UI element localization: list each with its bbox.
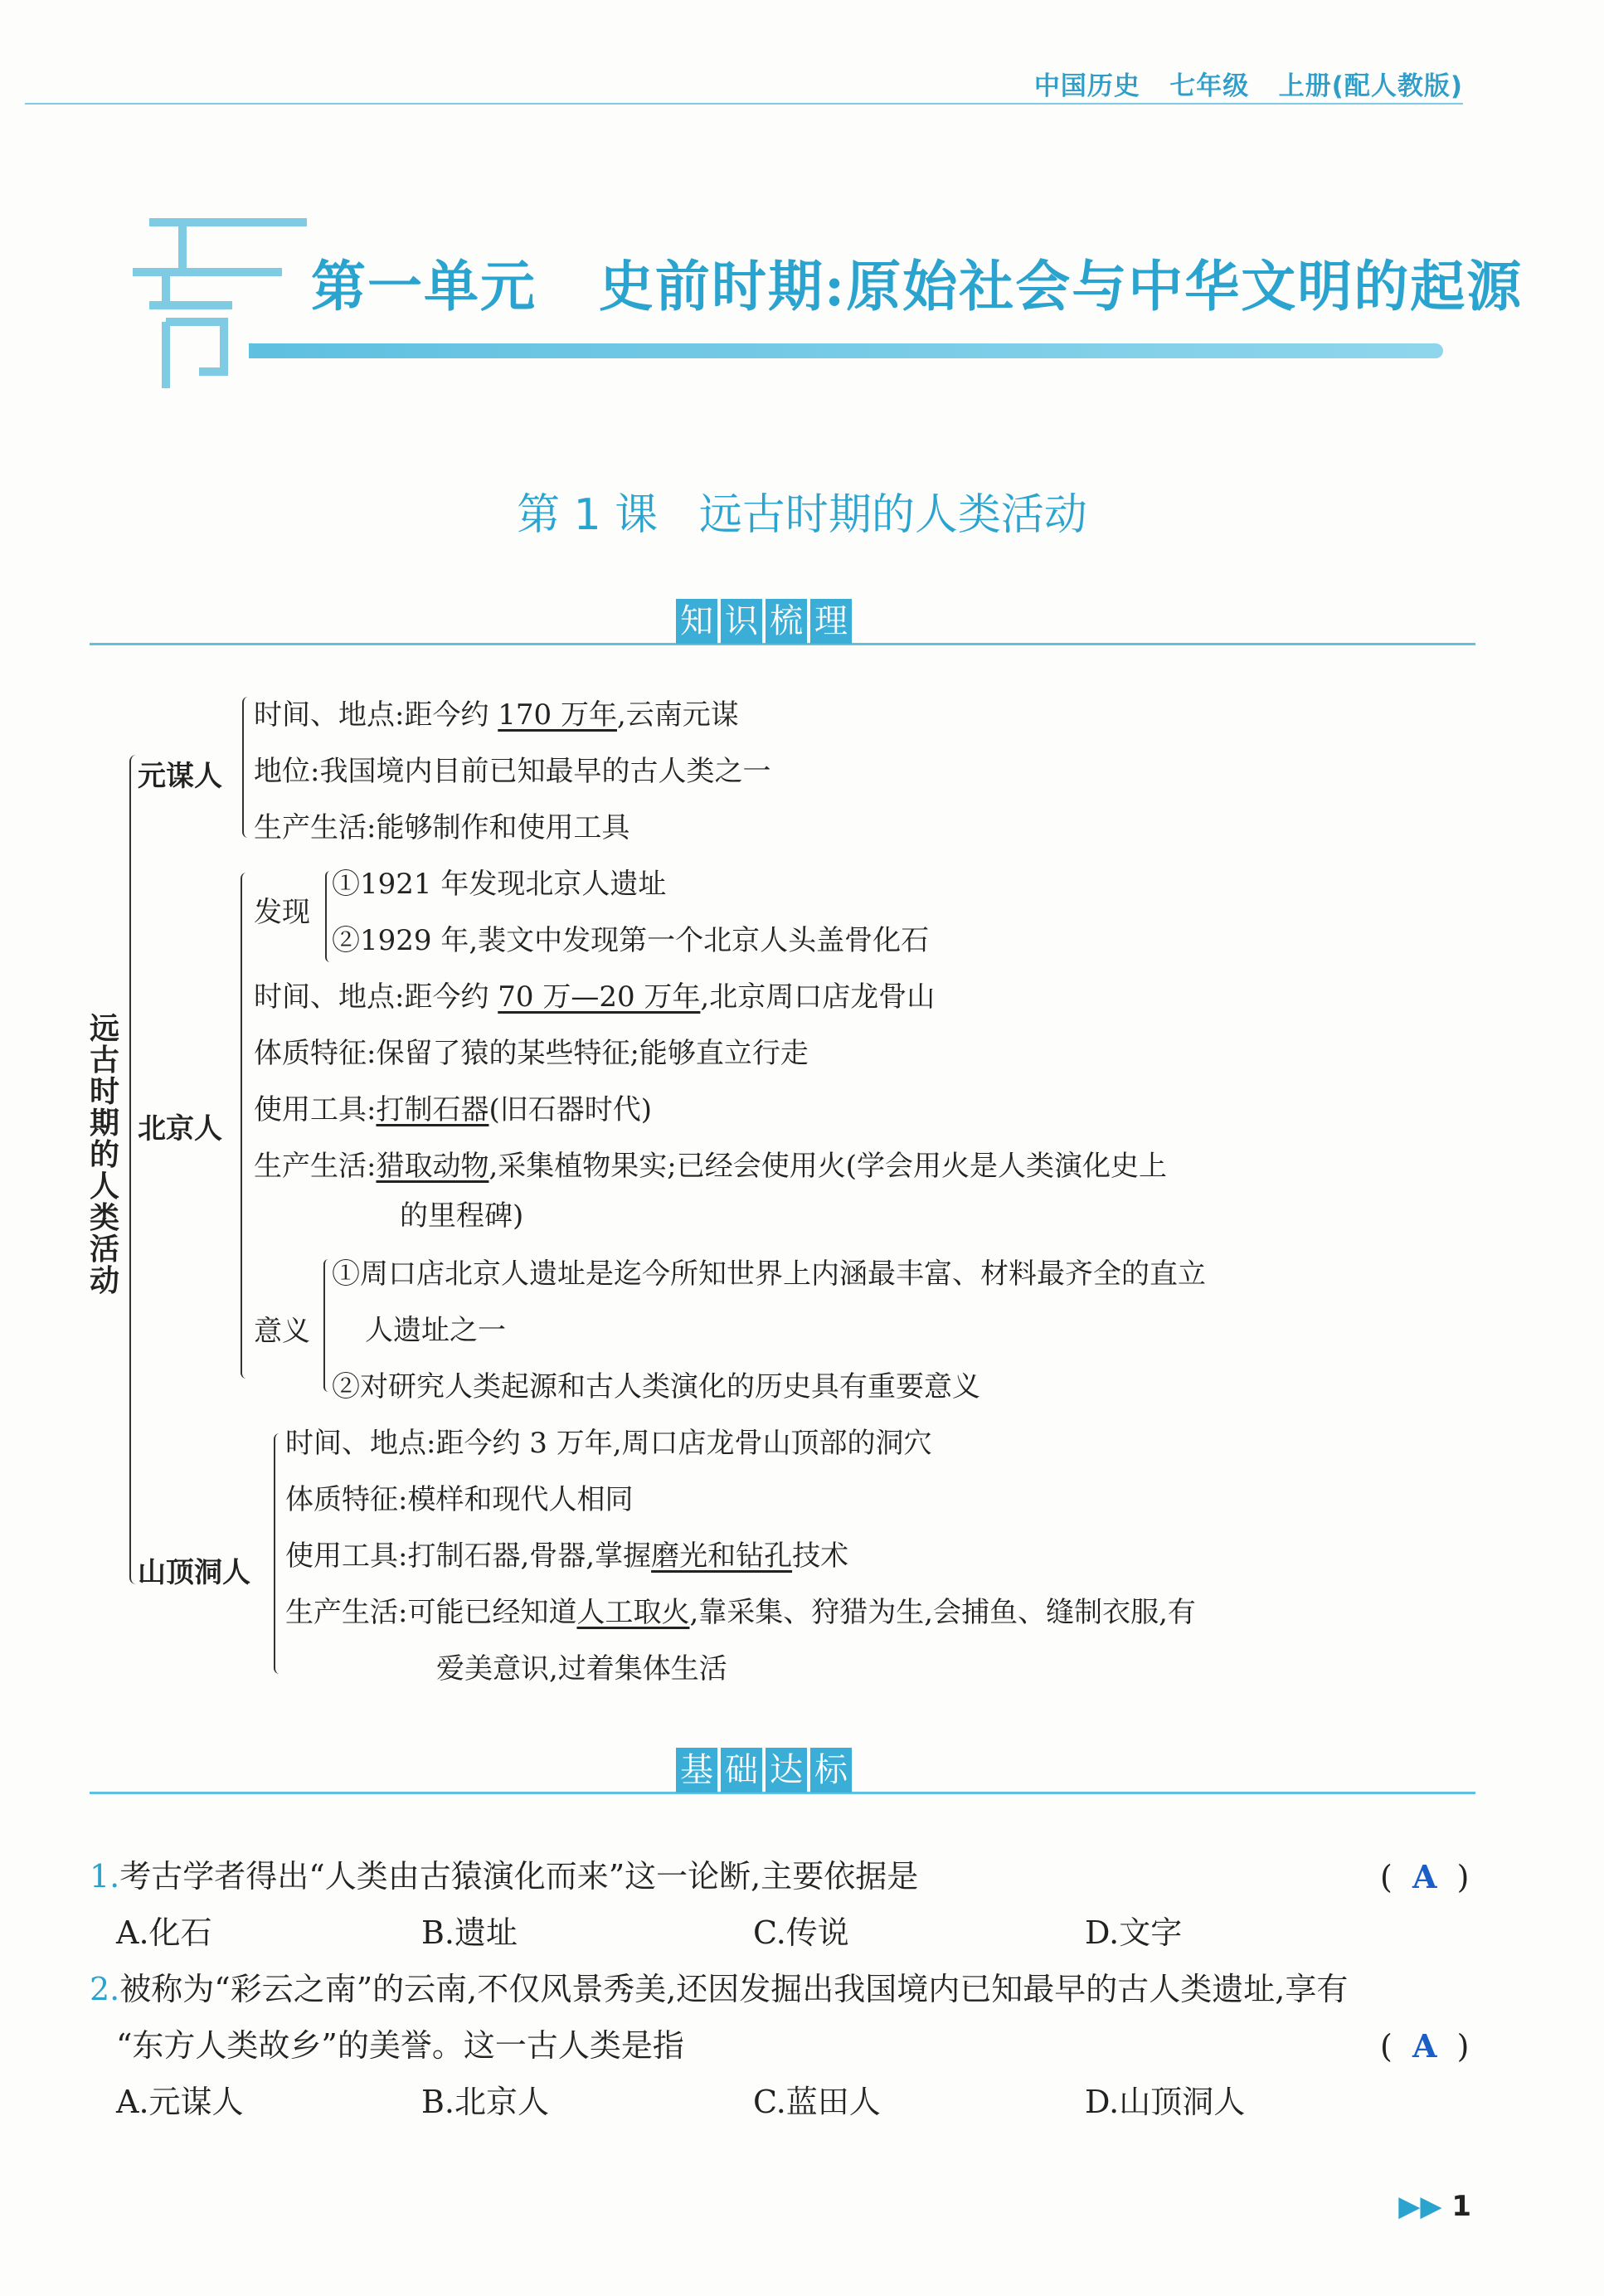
q2-option-b: B.北京人 bbox=[421, 2084, 550, 2120]
beijing-label: 北京人 bbox=[138, 1112, 222, 1146]
yuanmou-label: 元谋人 bbox=[138, 760, 222, 793]
tree-root-label: 远古时期的人类活动 bbox=[89, 1012, 119, 1298]
shanding-brace bbox=[274, 1433, 285, 1674]
q1-option-b: B.遗址 bbox=[421, 1914, 518, 1951]
yuanmou-brace bbox=[242, 697, 254, 838]
beijing-physical: 体质特征:保留了猿的某些特征;能够直立行走 bbox=[254, 1037, 809, 1070]
running-header bbox=[1034, 65, 1463, 102]
page-number: ▶▶ 1 bbox=[1398, 2190, 1471, 2223]
q2-option-c: C.蓝田人 bbox=[753, 2084, 881, 2120]
beijing-tools: 使用工具:打制石器(旧石器时代) bbox=[254, 1093, 652, 1126]
question-2-answer: ( A ) bbox=[1380, 2027, 1470, 2065]
unit-title-bar bbox=[249, 343, 1443, 358]
root-brace bbox=[129, 755, 143, 1584]
q1-option-a: A.化石 bbox=[116, 1914, 212, 1951]
yuanmou-life: 生产生活:能够制作和使用工具 bbox=[254, 811, 630, 844]
forward-arrow-icon: ▶▶ bbox=[1398, 2190, 1442, 2223]
q2-option-a: A.元谋人 bbox=[116, 2084, 244, 2120]
beijing-life-cont: 的里程碑) bbox=[400, 1199, 524, 1233]
beijing-significance-label: 意义 bbox=[254, 1315, 310, 1348]
banner-decoration-icon bbox=[116, 197, 332, 396]
yuanmou-time-place: 时间、地点:距今约 170 万年,云南元谋 bbox=[254, 698, 739, 732]
question-1-answer: ( A ) bbox=[1380, 1858, 1470, 1895]
beijing-significance-2: ②对研究人类起源和古人类演化的历史具有重要意义 bbox=[332, 1370, 980, 1403]
shanding-label: 山顶洞人 bbox=[138, 1556, 250, 1589]
question-2-stem-cont: “东方人类故乡”的美誉。这一古人类是指 bbox=[116, 2027, 684, 2064]
header-grade: 七年级 bbox=[1169, 71, 1250, 101]
beijing-discover-2: ②1929 年,裴文中发现第一个北京人头盖骨化石 bbox=[332, 924, 930, 957]
header-rule bbox=[25, 103, 1463, 105]
lesson-title: 第 1 课 远古时期的人类活动 bbox=[517, 490, 1087, 540]
beijing-significance-1-cont: 人遗址之一 bbox=[365, 1314, 506, 1347]
unit-title: 第一单元 史前时期:原始社会与中华文明的起源 bbox=[311, 254, 1524, 319]
shanding-life: 生产生活:可能已经知道人工取火,靠采集、狩猎为生,会捕鱼、缝制衣服,有 bbox=[285, 1596, 1196, 1629]
question-2-stem: 2.被称为“彩云之南”的云南,不仅风景秀美,还因发掘出我国境内已知最早的古人类遗址,享有 bbox=[90, 1971, 1349, 2007]
beijing-discover-1: ①1921 年发现北京人遗址 bbox=[332, 868, 667, 901]
header-subject: 中国历史 bbox=[1033, 71, 1140, 101]
section-label-basic: 基 础 达 标 bbox=[676, 1748, 852, 1793]
shanding-life-cont: 爱美意识,过着集体生活 bbox=[436, 1652, 727, 1686]
question-1-stem: 1.考古学者得出“人类由古猿演化而来”这一论断,主要依据是 bbox=[90, 1858, 919, 1895]
yuanmou-status: 地位:我国境内目前已知最早的古人类之一 bbox=[254, 755, 771, 788]
q2-option-d: D.山顶洞人 bbox=[1085, 2084, 1246, 2120]
shanding-tools: 使用工具:打制石器,骨器,掌握磨光和钻孔技术 bbox=[285, 1540, 849, 1573]
section-label-knowledge: 知 识 梳 理 bbox=[676, 599, 852, 644]
beijing-significance-1: ①周口店北京人遗址是迄今所知世界上内涵最丰富、材料最齐全的直立 bbox=[332, 1257, 1206, 1291]
shanding-physical: 体质特征:模样和现代人相同 bbox=[285, 1483, 634, 1516]
beijing-brace bbox=[241, 873, 252, 1379]
beijing-life: 生产生活:猎取动物,采集植物果实;已经会使用火(学会用火是人类演化史上 bbox=[254, 1150, 1167, 1183]
beijing-discover-label: 发现 bbox=[254, 896, 310, 929]
header-volume: 上册(配人教版) bbox=[1278, 71, 1463, 101]
shanding-time-place: 时间、地点:距今约 3 万年,周口店龙骨山顶部的洞穴 bbox=[285, 1427, 932, 1460]
q1-option-c: C.传说 bbox=[753, 1914, 849, 1951]
beijing-time-place: 时间、地点:距今约 70 万—20 万年,北京周口店龙骨山 bbox=[254, 980, 936, 1014]
q1-option-d: D.文字 bbox=[1085, 1914, 1183, 1951]
